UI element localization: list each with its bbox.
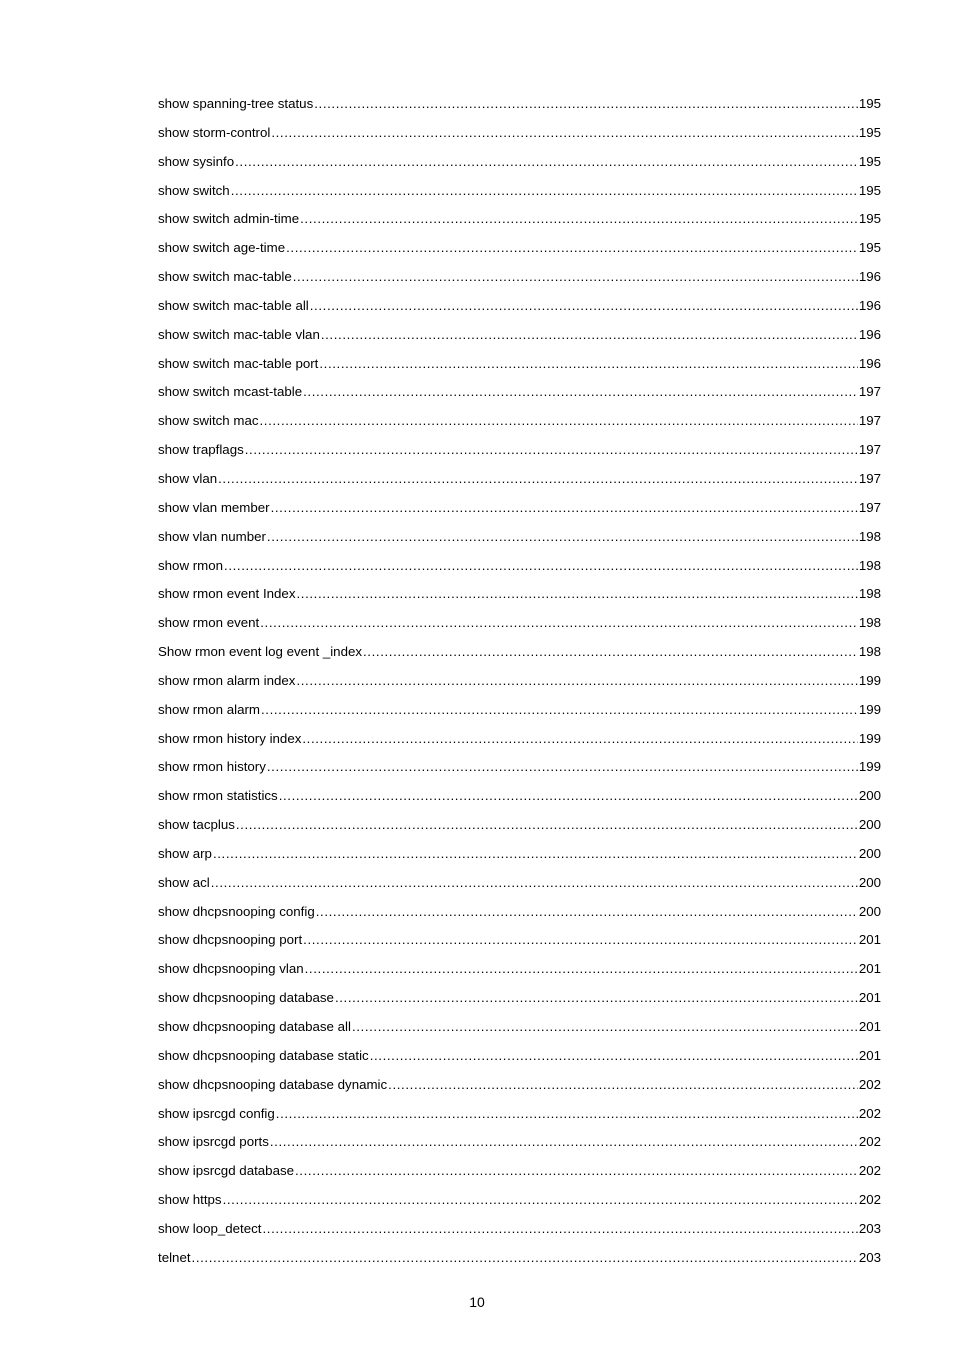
- toc-dot-leader: [305, 959, 858, 979]
- toc-entry-page: 198: [858, 644, 881, 660]
- toc-dot-leader: [300, 209, 858, 229]
- toc-entry-title: show https: [158, 1192, 222, 1208]
- toc-dot-leader: [363, 642, 858, 662]
- toc-entry[interactable]: [158, 238, 881, 267]
- toc-entry[interactable]: [158, 815, 881, 844]
- toc-entry-page: 197: [858, 413, 881, 429]
- toc-entry-page: 202: [858, 1105, 881, 1121]
- toc-entry-title: show switch mac-table: [158, 269, 292, 285]
- toc-entry-page: 196: [858, 297, 881, 313]
- toc-dot-leader: [260, 613, 858, 633]
- toc-dot-leader: [267, 757, 858, 777]
- toc-entry[interactable]: [158, 556, 881, 585]
- toc-entry-page: 197: [858, 384, 881, 400]
- toc-entry-title: show ipsrcgd ports: [158, 1134, 269, 1150]
- toc-entry[interactable]: [158, 382, 881, 411]
- toc-entry-page: 197: [858, 470, 881, 486]
- toc-entry-page: 203: [858, 1249, 881, 1265]
- toc-entry-page: 199: [858, 730, 881, 746]
- toc-entry-page: 200: [858, 874, 881, 890]
- toc-entry-page: 198: [858, 528, 881, 544]
- toc-entry-page: 201: [858, 1047, 881, 1063]
- toc-dot-leader: [321, 325, 858, 345]
- toc-entry[interactable]: [158, 1161, 881, 1190]
- toc-entry-page: 201: [858, 1019, 881, 1034]
- toc-entry[interactable]: [158, 729, 881, 758]
- toc-entry-title: show ipsrcgd config: [158, 1105, 275, 1121]
- toc-entry-page: 195: [858, 96, 881, 111]
- toc-entry[interactable]: [158, 498, 881, 527]
- toc-entry-page: 198: [858, 557, 881, 573]
- toc-entry-page: 200: [858, 788, 881, 804]
- toc-entry-title: show switch mac-table all: [158, 297, 309, 313]
- toc-entry[interactable]: [158, 1104, 881, 1133]
- toc-entry[interactable]: [158, 671, 881, 700]
- toc-entry-title: show rmon event: [158, 615, 260, 631]
- toc-entry-page: 203: [858, 1220, 881, 1236]
- toc-entry-page: 198: [858, 586, 881, 602]
- toc-dot-leader: [319, 354, 857, 374]
- toc-entry[interactable]: [158, 1219, 881, 1248]
- toc-entry[interactable]: [158, 959, 881, 988]
- toc-entry-page: 201: [858, 990, 881, 1006]
- toc-dot-leader: [245, 440, 858, 460]
- toc-entry-title: show spanning-tree status: [158, 96, 314, 111]
- toc-entry-page: 197: [858, 442, 881, 458]
- toc-entry-page: 195: [858, 153, 881, 169]
- toc-dot-leader: [296, 584, 857, 604]
- toc-entry-page: 196: [858, 269, 881, 285]
- toc-entry[interactable]: [158, 411, 881, 440]
- toc-dot-leader: [192, 1248, 858, 1268]
- toc-dot-leader: [310, 296, 858, 316]
- toc-entry[interactable]: [158, 267, 881, 296]
- toc-dot-leader: [388, 1075, 858, 1095]
- toc-entry[interactable]: [158, 584, 881, 613]
- toc-entry[interactable]: [158, 873, 881, 902]
- toc-entry-title: show switch mac-table vlan: [158, 326, 320, 342]
- toc-entry-title: show rmon statistics: [158, 788, 278, 804]
- toc-entry[interactable]: [158, 1017, 881, 1046]
- toc-dot-leader: [224, 556, 858, 576]
- toc-dot-leader: [303, 930, 858, 950]
- toc-dot-leader: [303, 382, 858, 402]
- toc-dot-leader: [271, 498, 858, 518]
- toc-entry-title: show ipsrcgd database: [158, 1163, 295, 1179]
- toc-entry[interactable]: [158, 1248, 881, 1277]
- toc-dot-leader: [213, 844, 858, 864]
- toc-dot-leader: [271, 123, 857, 143]
- toc-entry[interactable]: [158, 844, 881, 873]
- toc-entry-title: show switch mac-table port: [158, 355, 319, 371]
- toc-dot-leader: [316, 902, 858, 922]
- toc-entry-title: show switch admin-time: [158, 211, 300, 227]
- toc-entry-title: show dhcpsnooping port: [158, 932, 303, 948]
- toc-dot-leader: [270, 1132, 858, 1152]
- toc-entry-title: show vlan: [158, 470, 218, 486]
- toc-dot-leader: [314, 94, 858, 114]
- toc-dot-leader: [279, 786, 858, 806]
- toc-dot-leader: [296, 671, 857, 691]
- toc-dot-leader: [295, 1161, 858, 1181]
- toc-entry[interactable]: [158, 786, 881, 815]
- toc-entry[interactable]: [158, 757, 881, 786]
- toc-entry[interactable]: [158, 902, 881, 931]
- toc-entry-title: show vlan member: [158, 499, 270, 515]
- toc-entry-title: show switch mcast-table: [158, 384, 303, 400]
- toc-entry[interactable]: [158, 1190, 881, 1219]
- toc-dot-leader: [293, 267, 858, 287]
- toc-entry[interactable]: [158, 1075, 881, 1104]
- toc-entry-page: 195: [858, 124, 881, 140]
- toc-entry-title: show storm-control: [158, 124, 271, 140]
- toc-entry-page: 197: [858, 499, 881, 515]
- toc-dot-leader: [260, 411, 858, 431]
- toc-entry[interactable]: [158, 325, 881, 354]
- toc-entry-title: show dhcpsnooping database all: [158, 1019, 351, 1034]
- toc-entry-title: show sysinfo: [158, 153, 235, 169]
- toc-entry-title: show rmon event Index: [158, 586, 296, 602]
- toc-entry-page: 201: [858, 932, 881, 948]
- toc-dot-leader: [223, 1190, 858, 1210]
- toc-entry[interactable]: [158, 152, 881, 181]
- toc-entry[interactable]: [158, 700, 881, 729]
- toc-entry-title: show dhcpsnooping config: [158, 903, 315, 919]
- toc-entry-title: show trapflags: [158, 442, 244, 458]
- toc-entry[interactable]: [158, 613, 881, 642]
- toc-entry-title: show tacplus: [158, 817, 235, 833]
- toc-entry-title: show acl: [158, 874, 210, 890]
- toc-entry-page: 199: [858, 701, 881, 717]
- toc-dot-leader: [261, 700, 858, 720]
- toc-entry-title: show switch age-time: [158, 240, 286, 256]
- toc-entry-page: 202: [858, 1134, 881, 1150]
- toc-entry-page: 198: [858, 615, 881, 631]
- toc-dot-leader: [267, 527, 858, 547]
- toc-entry-title: show rmon alarm index: [158, 672, 296, 688]
- toc-dot-leader: [235, 152, 858, 172]
- toc-entry-page: 195: [858, 182, 881, 198]
- toc-entry-page: 199: [858, 672, 881, 688]
- toc-entry[interactable]: [158, 209, 881, 238]
- toc-dot-leader: [263, 1219, 858, 1239]
- toc-entry[interactable]: [158, 642, 881, 671]
- toc-entry-page: 202: [858, 1192, 881, 1208]
- toc-entry[interactable]: [158, 181, 881, 210]
- toc-entry[interactable]: [158, 123, 881, 152]
- toc-entry-title: show rmon: [158, 557, 224, 573]
- toc-dot-leader: [335, 988, 858, 1008]
- toc-entry[interactable]: [158, 1046, 881, 1075]
- toc-entry[interactable]: [158, 469, 881, 498]
- toc-entry-page: 195: [858, 211, 881, 227]
- toc-entry[interactable]: [158, 296, 881, 325]
- toc-entry[interactable]: [158, 1132, 881, 1161]
- toc-entry[interactable]: [158, 354, 881, 383]
- toc-entry-title: show vlan number: [158, 528, 266, 544]
- toc-dot-leader: [218, 469, 858, 489]
- toc-dot-leader: [236, 815, 858, 835]
- toc-dot-leader: [211, 873, 858, 893]
- toc-entry[interactable]: [158, 527, 881, 556]
- toc-entry-title: show rmon history: [158, 759, 266, 775]
- toc-entry[interactable]: [158, 440, 881, 469]
- toc-entry-page: 201: [858, 961, 881, 977]
- toc-entry-page: 199: [858, 759, 881, 775]
- toc-entry-title: show dhcpsnooping database dynamic: [158, 1076, 388, 1092]
- toc-entry-title: show loop_detect: [158, 1220, 262, 1236]
- toc-entry-title: show switch: [158, 182, 230, 198]
- toc-entry[interactable]: [158, 988, 881, 1017]
- toc-entry[interactable]: [158, 94, 881, 123]
- toc-entry-title: show rmon history index: [158, 730, 302, 746]
- toc-entry-page: 196: [858, 326, 881, 342]
- table-of-contents: [158, 94, 881, 1277]
- toc-entry-page: 202: [858, 1076, 881, 1092]
- toc-entry-title: show arp: [158, 845, 212, 861]
- toc-entry-page: 200: [858, 845, 881, 861]
- toc-dot-leader: [302, 729, 857, 749]
- toc-entry-title: Show rmon event log event _index: [158, 644, 363, 660]
- toc-entry-page: 200: [858, 903, 881, 919]
- toc-entry-title: show dhcpsnooping vlan: [158, 961, 304, 977]
- toc-entry-title: show dhcpsnooping database static: [158, 1047, 369, 1063]
- toc-entry-page: 195: [858, 240, 881, 256]
- toc-entry-page: 202: [858, 1163, 881, 1179]
- toc-entry[interactable]: [158, 930, 881, 959]
- toc-dot-leader: [286, 238, 858, 258]
- toc-entry-page: 200: [858, 817, 881, 833]
- toc-entry-title: show switch mac: [158, 413, 259, 429]
- toc-entry-page: 196: [858, 355, 881, 371]
- toc-dot-leader: [231, 181, 858, 201]
- toc-entry-title: telnet: [158, 1249, 191, 1265]
- toc-entry-title: show dhcpsnooping database: [158, 990, 334, 1006]
- toc-dot-leader: [352, 1017, 858, 1037]
- page-number: 10: [469, 1294, 485, 1310]
- toc-entry-title: show rmon alarm: [158, 701, 260, 717]
- toc-dot-leader: [370, 1046, 858, 1066]
- toc-dot-leader: [276, 1104, 858, 1124]
